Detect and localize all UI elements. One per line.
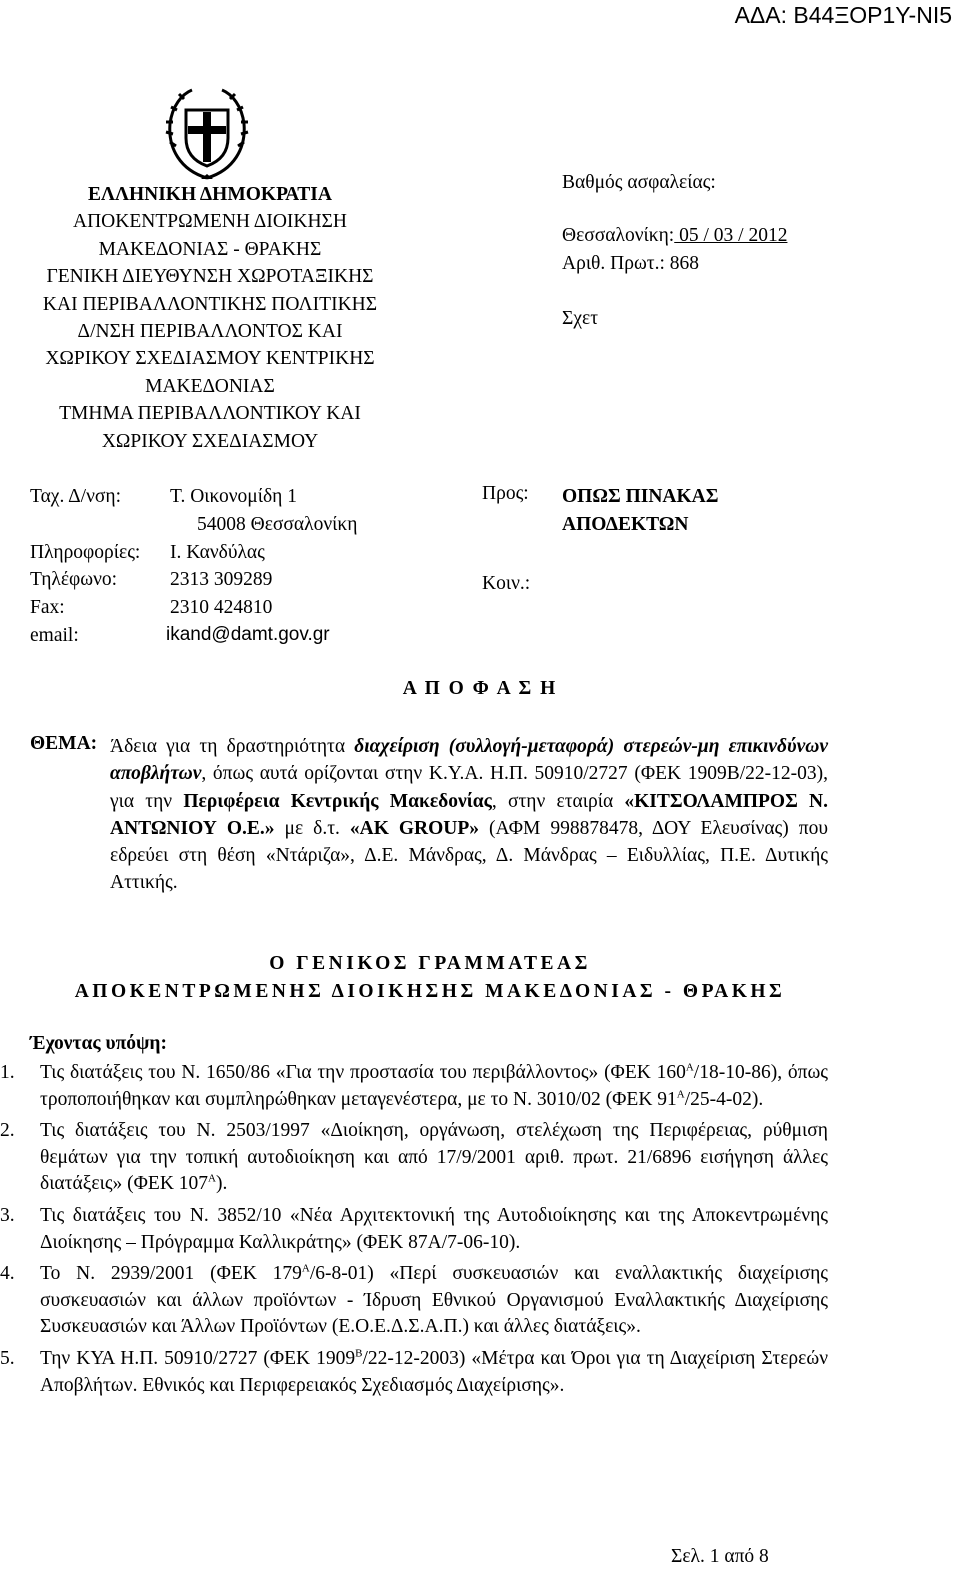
list-item-text: /22-12-2003) «Μέτρα και Όροι για τη Διαχείριση Στερεών Αποβλήτων. Εθνικός και Περιφερειακός Σχεδιασμός Διαχείρισης». (40, 1347, 829, 1396)
authority-line-1: Ο ΓΕΝΙΚΟΣ ΓΡΑΜΜΑΤΕΑΣ (269, 953, 591, 974)
list-item-text: Το Ν. 2939/2001 (ΦΕΚ 179 (40, 1263, 302, 1285)
document-date: 05 / 03 / 2012 (674, 225, 788, 246)
list-item-text: Τις διατάξεις του Ν. 2503/1997 «Διοίκηση, οργάνωση, στελέχωση της Περιφέρειας, ρύθμιση θεμάτων για την τοπική αυτοδιοίκηση και από 17/9/2001 αριθ. πρωτ. 21/6896 εισήγηση άλλες διατάξεις» (ΦΕΚ 107 (40, 1120, 828, 1195)
phone-number: 2313 309289 (170, 569, 273, 590)
list-item-number: 4. (0, 1263, 15, 1285)
issuer-line: ΜΑΚΕΔΟΝΙΑΣ (145, 375, 275, 397)
subject-part: (ΑΦΜ 998878478, ΔΟΥ Ελευσίνας) που εδρεύει στη θέση «Ντάριζα», Δ.Ε. Μάνδρας, Δ. Μάνδρας – Ειδυλλίας, Π.Ε. Δυτικής Αττικής. (110, 817, 829, 894)
list-item-number: 1. (0, 1062, 15, 1083)
issuer-line: ΧΩΡΙΚΟΥ ΣΧΕΔΙΑΣΜΟΥ ΚΕΝΤΡΙΚΗΣ (45, 348, 375, 370)
subject-part-emphasis: Περιφέρεια Κεντρικής Μακεδονίας (183, 790, 492, 812)
issuer-line: ΑΠΟΚΕΝΤΡΩΜΕΝΗ ΔΙΟΙΚΗΣΗ (73, 211, 347, 233)
list-item-text: Τις διατάξεις του Ν. 3852/10 «Νέα Αρχιτεκτονική της Αυτοδιοίκησης και της Αποκεντρωμένης Διοίκησης – Πρόγραμμα Καλλικράτης» (ΦΕΚ 87Α/7-06-10). (40, 1204, 828, 1253)
address-line-1: Τ. Οικονομίδη 1 (170, 486, 297, 507)
cc-label: Κοιν.: (482, 573, 531, 594)
list-item-number: 5. (0, 1347, 15, 1369)
considering-label: Έχοντας υπόψη: (30, 1033, 167, 1054)
authority-heading (30, 950, 830, 1006)
coat-of-arms-emblem (162, 86, 252, 180)
address-line-2: 54008 Θεσσαλονίκη (197, 514, 358, 535)
protocol-number: Αριθ. Πρωτ.: 868 (562, 253, 700, 274)
ada-code: ΑΔΑ: Β44ΞΟΡ1Υ-ΝΙ5 (734, 2, 952, 28)
list-item (0, 1118, 828, 1198)
date-line (562, 225, 787, 247)
email-label: email: (30, 625, 79, 646)
subject-part: , στην εταιρία (491, 790, 625, 812)
list-item-number: 3. (0, 1204, 15, 1226)
decision-title: Α Π Ο Φ Α Σ Η (402, 678, 558, 699)
list-item-text: Την ΚΥΑ Η.Π. 50910/2727 (ΦΕΚ 1909 (40, 1347, 356, 1369)
list-item-text: ). (216, 1173, 228, 1195)
subject-part-emphasis: «ΚΙΤΣΟΛΑΜΠΡΟΣ Ν. ΑΝΤΩΝΙΟΥ Ο.Ε.» (110, 790, 829, 839)
authority-line-2: ΑΠΟΚΕΝΤΡΩΜΕΝΗΣ ΔΙΟΙΚΗΣΗΣ ΜΑΚΕΔΟΝΙΑΣ - ΘΡΑΚΗΣ (74, 981, 786, 1002)
subject-part-emphasis: «AK GROUP» (349, 817, 480, 839)
issuer-line: ΧΩΡΙΚΟΥ ΣΧΕΔΙΑΣΜΟΥ (101, 430, 319, 452)
list-item (0, 1346, 829, 1399)
subject-part: με δ.τ. (274, 817, 350, 839)
issuer-line: ΕΛΛΗΝΙΚΗ ΔΗΜΟΚΡΑΤΙΑ (88, 184, 332, 205)
subject-part-emphasis: διαχείριση (συλλογή-μεταφορά) στερεών-μη επικινδύνων αποβλήτων (110, 736, 829, 785)
issuer-line: ΤΜΗΜΑ ΠΕΡΙΒΑΛΛΟΝΤΙΚΟΥ ΚΑΙ (59, 403, 361, 425)
list-item-text: /6-8-01) «Περί συσκευασιών και εναλλακτικής διαχείρισης συσκευασιών και άλλων προϊόντων - Ίδρυση Εθνικού Οργανισμού Εναλλακτικής Διαχείρισης Συσκευασιών και Άλλων Προϊόντων (Ε.Ο.Ε.Δ.Σ.Α.Π.) και άλλες διατάξεις». (40, 1263, 829, 1338)
issuer-block (30, 181, 390, 455)
info-name: Ι. Κανδύλας (170, 542, 265, 563)
to-recipients-line: ΟΠΩΣ ΠΙΝΑΚΑΣ (562, 486, 719, 507)
reference-label: Σχετ (562, 308, 599, 329)
phone-label: Τηλέφωνο: (30, 569, 118, 590)
list-item-text: /25-4-02). (684, 1088, 764, 1110)
subject-label: ΘΕΜΑ: (30, 733, 98, 754)
superscript: Β (355, 1347, 363, 1360)
fax-label: Fax: (30, 597, 65, 618)
superscript: Α (301, 1262, 310, 1275)
list-item (0, 1203, 828, 1256)
considering-list (0, 1060, 829, 1404)
issuer-line: Δ/ΝΣΗ ΠΕΡΙΒΑΛΛΟΝΤΟΣ ΚΑΙ (77, 321, 343, 343)
issuer-line: ΜΑΚΕΔΟΝΙΑΣ - ΘΡΑΚΗΣ (98, 238, 322, 260)
email-address[interactable]: ikand@damt.gov.gr (166, 624, 330, 645)
to-label: Προς: (482, 483, 529, 504)
info-label: Πληροφορίες: (30, 542, 141, 563)
page-number: Σελ. 1 από 8 (671, 1546, 769, 1567)
address-label: Ταχ. Δ/νση: (30, 486, 122, 507)
to-recipients (562, 483, 719, 539)
subject-text (110, 733, 828, 897)
list-item (0, 1060, 828, 1113)
fax-number: 2310 424810 (170, 597, 273, 618)
superscript: Α (208, 1172, 216, 1185)
list-item (0, 1261, 829, 1341)
subject-part: , όπως αυτά ορίζονται στην Κ.Υ.Α. Η.Π. 50910/2727 (ΦΕΚ 1909Β/22-12-03), για την (110, 763, 828, 812)
to-recipients-line: ΑΠΟΔΕΚΤΩΝ (562, 514, 689, 535)
city-label: Θεσσαλονίκη: (562, 225, 675, 246)
superscript: Α (676, 1088, 685, 1101)
security-level: Βαθμός ασφαλείας: (562, 172, 716, 193)
list-item-text: Τις διατάξεις του Ν. 1650/86 «Για την προστασία του περιβάλλοντος» (ΦΕΚ 160 (40, 1062, 686, 1083)
subject-part: Άδεια για τη δραστηριότητα (110, 736, 355, 757)
superscript: Α (685, 1061, 694, 1074)
list-item-number: 2. (0, 1120, 15, 1142)
issuer-line: ΚΑΙ ΠΕΡΙΒΑΛΛΟΝΤΙΚΗΣ ΠΟΛΙΤΙΚΗΣ (42, 293, 378, 315)
issuer-line: ΓΕΝΙΚΗ ΔΙΕΥΘΥΝΣΗ ΧΩΡΟΤΑΞΙΚΗΣ (46, 266, 374, 288)
list-item-text: /18-10-86), όπως τροποποιήθηκαν και συμπληρώθηκαν μεταγενέστερα, με το Ν. 3010/02 (ΦΕΚ 91 (40, 1062, 828, 1110)
